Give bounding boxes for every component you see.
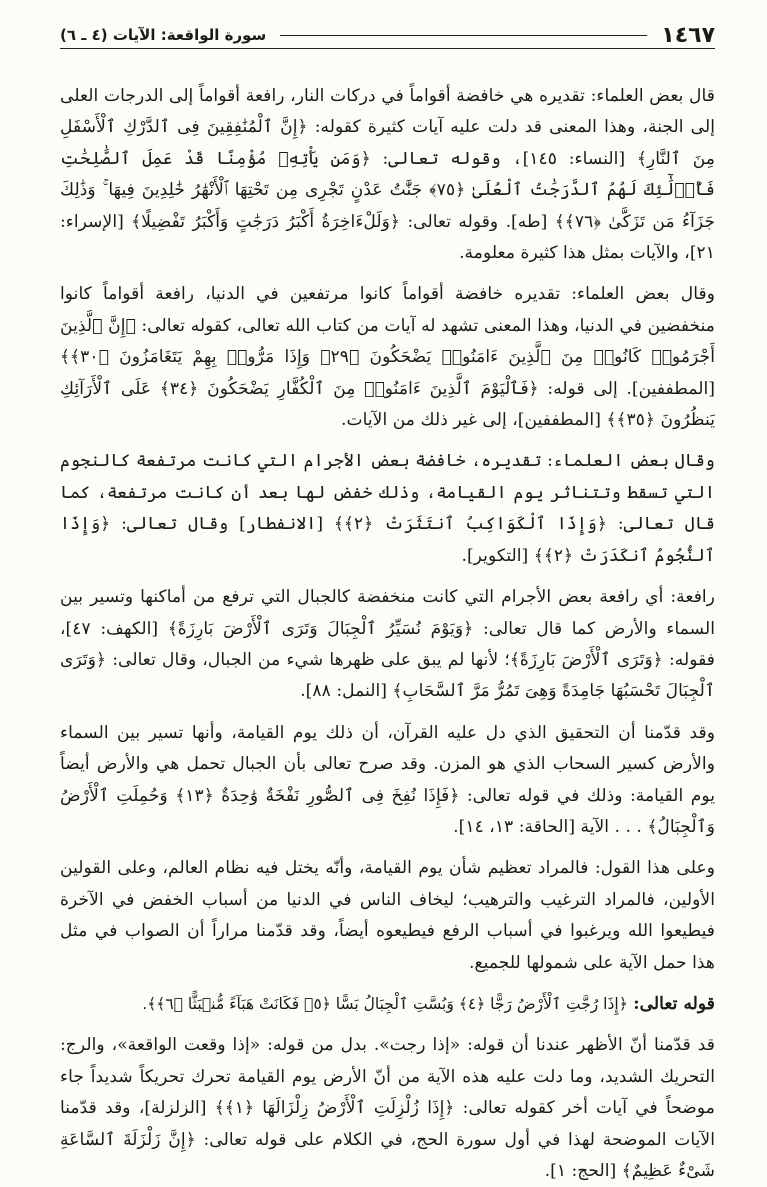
header-rule (280, 35, 647, 36)
page-header (60, 22, 715, 49)
paragraph-6: وعلى هذا القول: فالمراد تعظيم شأن يوم القيامة، وأنّه يختل فيه نظام العالم، وعلى القولين الأولين، فالمراد الترغيب والترهيب؛ ليخاف الناس في الدنيا من أسباب الخفض في الآخرة فيطيعوا الله ويرغبوا في أسباب الرفع فيطيعوه أيضاً، وقد قدّمنا مراراً أن الصواب في مثل هذا حمل الآية على شمولها للجميع. (60, 858, 715, 973)
page-body (60, 81, 715, 1187)
page-number: ١٤٦٧ (661, 22, 715, 48)
verse-heading-lead: قوله تعالى: (633, 993, 715, 1014)
paragraph-2: وقال بعض العلماء: تقديره خافضة أقواماً كانوا مرتفعين في الدنيا، رافعة أقواماً كانوا منخفضين في الدنيا، وهذا المعنى تشهد له آيات من كتاب الله تعالى، كقوله تعالى: ﴿إِنَّ ٱلَّذِينَ أَجْرَمُوا۟ كَانُوا۟ مِنَ ٱلَّذِينَ ءَامَنُوا۟ يَضْحَكُونَ ﴿٢٩﴾ وَإِذَا مَرُّوا۟ بِهِمْ يَتَغَامَزُونَ ﴿٣٠﴾﴾ [المطففين]. إلى قوله: ﴿فَٱلْيَوْمَ ٱلَّذِينَ ءَامَنُوا۟ مِنَ ٱلْكُفَّارِ يَضْحَكُونَ ﴿٣٤﴾ عَلَى ٱلْأَرَآئِكِ يَنظُرُونَ ﴿٣٥﴾﴾ [المطففين]، إلى غير ذلك من الآيات. (60, 284, 715, 431)
verse-heading-verse: ﴿إِذَا رُجَّتِ ٱلْأَرْضُ رَجًّا ﴿٤﴾ وَبُسَّتِ ٱلْجِبَالُ بَسًّا ﴿٥﴾ فَكَانَتْ هَبَآءً مُّنۢبَثًّا ﴿٦﴾﴾. (142, 994, 628, 1013)
paragraph-5: وقد قدّمنا أن التحقيق الذي دل عليه القرآن، أن ذلك يوم القيامة، وأنها تسير بين السماء والأرض كسير السحاب الذي هو المزن. وقد صرح تعالى بأن الجبال تحمل هي والأرض أيضاً يوم القيامة: وذلك في قوله تعالى: ﴿فَإِذَا نُفِخَ فِى ٱلصُّورِ نَفْخَةٌ وَٰحِدَةٌ ﴿١٣﴾ وَحُمِلَتِ ٱلْأَرْضُ وَٱلْجِبَالُ﴾ . . . الآية [الحاقة: ١٣، ١٤]. (60, 722, 715, 837)
paragraph-3: وقال بعض العلماء: تقديره، خافضة بعض الأجرام التي كانت مرتفعة كالنجوم التي تسقط وتتناثر يوم القيامة، وذلك خفض لها بعد أن كانت مرتفعة، كما قال تعالى: ﴿وَإِذَا ٱلْكَوَاكِبُ ٱنتَثَرَتْ ﴿٢﴾﴾ [الانفطار] وقال تعالى: ﴿وَإِذَا ٱلنُّجُومُ ٱنكَدَرَتْ ﴿٢﴾﴾ [التكوير]. (60, 451, 715, 566)
verse-heading (60, 989, 715, 1020)
running-head: سورة الواقعة: الآيات (٤ ـ ٦) (60, 26, 267, 44)
paragraph-1: قال بعض العلماء: تقديره هي خافضة أقواماً في دركات النار، رافعة أقواماً إلى الدرجات العلى إلى الجنة، وهذا المعنى قد دلت عليه آيات كثيرة كقوله: ﴿إِنَّ ٱلْمُنَٰفِقِينَ فِى ٱلدَّرْكِ ٱلْأَسْفَلِ مِنَ ٱلنَّارِ﴾ [النساء: ١٤٥]، وقوله تعالى: ﴿وَمَن يَأْتِهِۦ مُؤْمِنًا قَدْ عَمِلَ ٱلصَّٰلِحَٰتِ فَأُو۟لَٰٓئِكَ لَهُمُ ٱلدَّرَجَٰتُ ٱلْعُلَىٰ ﴿٧٥﴾ جَنَّٰتُ عَدْنٍ تَجْرِى مِن تَحْتِهَا ٱلْأَنْهَٰرُ خَٰلِدِينَ فِيهَا ۚ وَذَٰلِكَ جَزَآءُ مَن تَزَكَّىٰ ﴿٧٦﴾﴾ [طه]. وقوله تعالى: ﴿وَلَلْءَاخِرَةُ أَكْبَرُ دَرَجَٰتٍ وَأَكْبَرُ تَفْضِيلًا﴾ [الإسراء: ٢١]، والآيات بمثل هذا كثيرة معلومة. (60, 86, 715, 264)
paragraph-7: قد قدّمنا أنّ الأظهر عندنا أن قوله: «إذا رجت». بدل من قوله: «إذا وقعت الواقعة»، والرج: التحريك الشديد، وما دلت عليه هذه الآية من أنّ الأرض يوم القيامة تحرك تحريكاً شديداً جاء موضحاً في آيات أخر كقوله تعالى: ﴿إِذَا زُلْزِلَتِ ٱلْأَرْضُ زِلْزَالَهَا ﴿١﴾﴾ [الزلزلة]، وقد قدّمنا الآيات الموضحة لهذا في أول سورة الحج، في الكلام على قوله تعالى: ﴿إِنَّ زَلْزَلَةَ ٱلسَّاعَةِ شَىْءٌ عَظِيمٌ﴾ [الحج: ١]. (60, 1035, 715, 1181)
paragraph-4: رافعة: أي رافعة بعض الأجرام التي كانت منخفضة كالجبال التي ترفع من أماكنها وتسير بين السماء والأرض كما قال تعالى: ﴿وَيَوْمَ نُسَيِّرُ ٱلْجِبَالَ وَتَرَى ٱلْأَرْضَ بَارِزَةً﴾ [الكهف: ٤٧]، فقوله: ﴿وَتَرَى ٱلْأَرْضَ بَارِزَةً﴾؛ لأنها لم يبق على ظهرها شيء من الجبال، وقال تعالى: ﴿وَتَرَى ٱلْجِبَالَ تَحْسَبُهَا جَامِدَةً وَهِىَ تَمُرُّ مَرَّ ٱلسَّحَابِ﴾ [النمل: ٨٨]. (60, 587, 715, 702)
